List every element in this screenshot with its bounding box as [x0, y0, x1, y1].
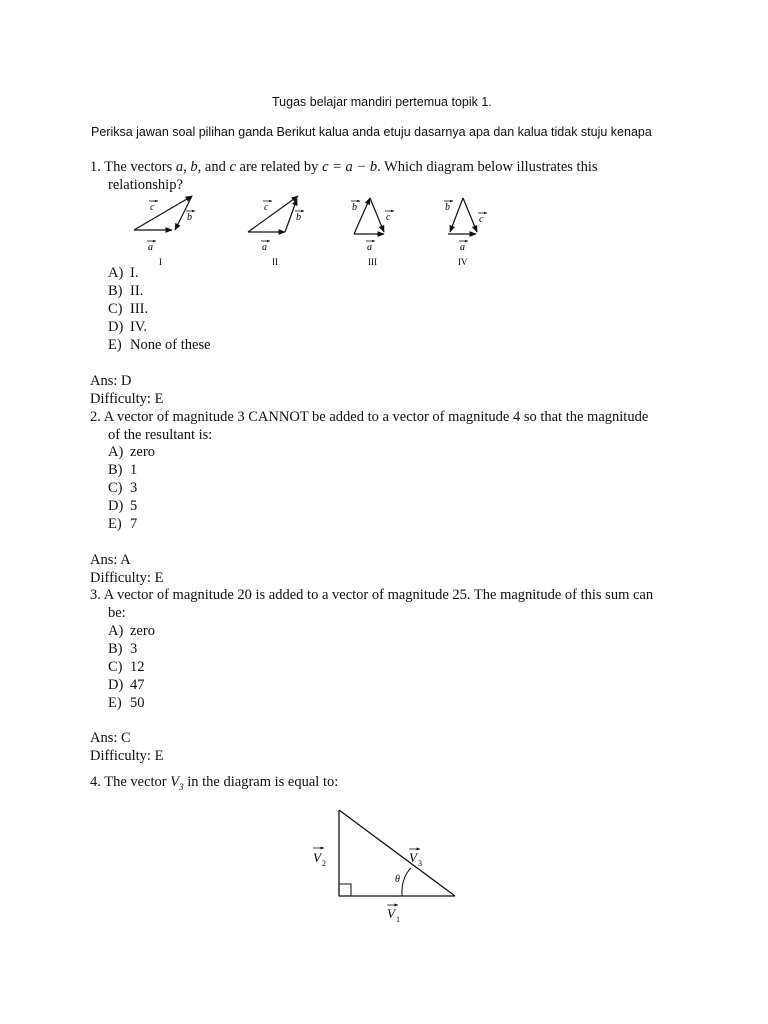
diagram-3-caption: III: [368, 257, 377, 267]
q3-option-c: C) 12: [108, 659, 145, 675]
q1-stem-line2: relationship?: [108, 177, 183, 193]
q2-option-a: A) zero: [108, 444, 155, 460]
q3-option-b: B) 3: [108, 641, 138, 657]
q3-option-a: A) zero: [108, 623, 155, 639]
q4-angle-arc: [402, 868, 411, 896]
diagram-3-label-a: a: [367, 242, 372, 253]
q3-answer: Ans: C: [90, 730, 131, 746]
q4-right-angle-mark: [339, 884, 351, 896]
q3-option-e: E) 50: [108, 695, 145, 711]
q4-label-v3: [409, 849, 422, 868]
q1-answer: Ans: D: [90, 373, 132, 389]
q1-option-b: B) II.: [108, 283, 144, 299]
diagram-2-label-c: c: [264, 202, 269, 213]
q1-option-c: C) III.: [108, 301, 149, 317]
q1-equation: c = a − b: [322, 159, 378, 175]
q4-stem: 4. The vector $V_3$ in the diagram is equal to:: [90, 774, 339, 792]
diagram-1-caption: I: [159, 257, 162, 267]
q2-option-d: D) 5: [108, 498, 138, 514]
q2-option-c: C) 3: [108, 480, 138, 496]
svg-text:V: V: [387, 906, 395, 921]
diagram-1: [134, 196, 195, 267]
q4-label-v1: [387, 905, 400, 924]
q1-vector-a: a: [175, 159, 184, 175]
svg-text:V: V: [313, 850, 321, 865]
q1-difficulty: Difficulty: E: [90, 391, 164, 407]
q3-stem-line2: be:: [108, 605, 126, 621]
diagram-4-label-b: b: [445, 202, 450, 213]
q2-stem-line2: of the resultant is:: [108, 427, 213, 443]
q1-vector-c: c: [229, 159, 236, 175]
diagram-3: [351, 198, 394, 267]
diagram-2-label-a: a: [262, 242, 267, 253]
diagram-4-label-c: c: [479, 214, 484, 225]
diagram-2-label-b: b: [296, 212, 301, 223]
q2-answer: Ans: A: [90, 552, 131, 568]
q4-stem-vector: $V_3$: [170, 774, 184, 792]
q3-option-d: D) 47: [108, 677, 145, 693]
q2-stem-line1: 2. A vector of magnitude 3 CANNOT be added to a vector of magnitude 4 so that the magnitude: [90, 409, 649, 425]
diagram-3-label-b: b: [352, 202, 357, 213]
q3-difficulty: Difficulty: E: [90, 748, 164, 764]
page-title: Tugas belajar mandiri pertemua topik 1.: [272, 95, 492, 109]
diagram-4-caption: IV: [458, 257, 468, 267]
q2-option-b: B) 1: [108, 462, 138, 478]
q1-option-e: E) None of these: [108, 337, 211, 353]
q4-label-v2: [313, 848, 326, 868]
svg-text:3: 3: [418, 859, 422, 868]
q1-option-d: D) IV.: [108, 319, 148, 335]
q4-theta-label: θ: [395, 874, 400, 885]
svg-text:1: 1: [396, 915, 400, 924]
diagram-1-label-c: c: [150, 202, 155, 213]
q1-stem-line1: 1. The vectors a, b, and c are related by c = a − b. Which diagram below illustrates this: [90, 159, 598, 175]
q3-stem-line1: 3. A vector of magnitude 20 is added to a vector of magnitude 25. The magnitude of this sum can: [90, 587, 654, 603]
diagram-2: [248, 196, 304, 267]
q4-diagram: [305, 800, 470, 925]
instruction-text: Periksa jawan soal pilihan ganda Berikut kalua anda etuju dasarnya apa dan kalua tidak stuju kenapa: [91, 125, 652, 139]
q1-diagrams: [120, 190, 500, 270]
svg-text:2: 2: [322, 859, 326, 868]
q2-difficulty: Difficulty: E: [90, 570, 164, 586]
svg-text:V: V: [409, 850, 417, 865]
diagram-4-label-a: a: [460, 242, 465, 253]
diagram-1-label-b: b: [187, 212, 192, 223]
q1-vector-b: b: [190, 159, 198, 175]
q1-option-a: A) I.: [108, 265, 139, 281]
diagram-3-label-c: c: [386, 212, 391, 223]
diagram-2-caption: II: [272, 257, 278, 267]
diagram-4: [444, 198, 487, 267]
diagram-1-label-a: a: [148, 242, 153, 253]
q2-option-e: E) 7: [108, 516, 138, 532]
